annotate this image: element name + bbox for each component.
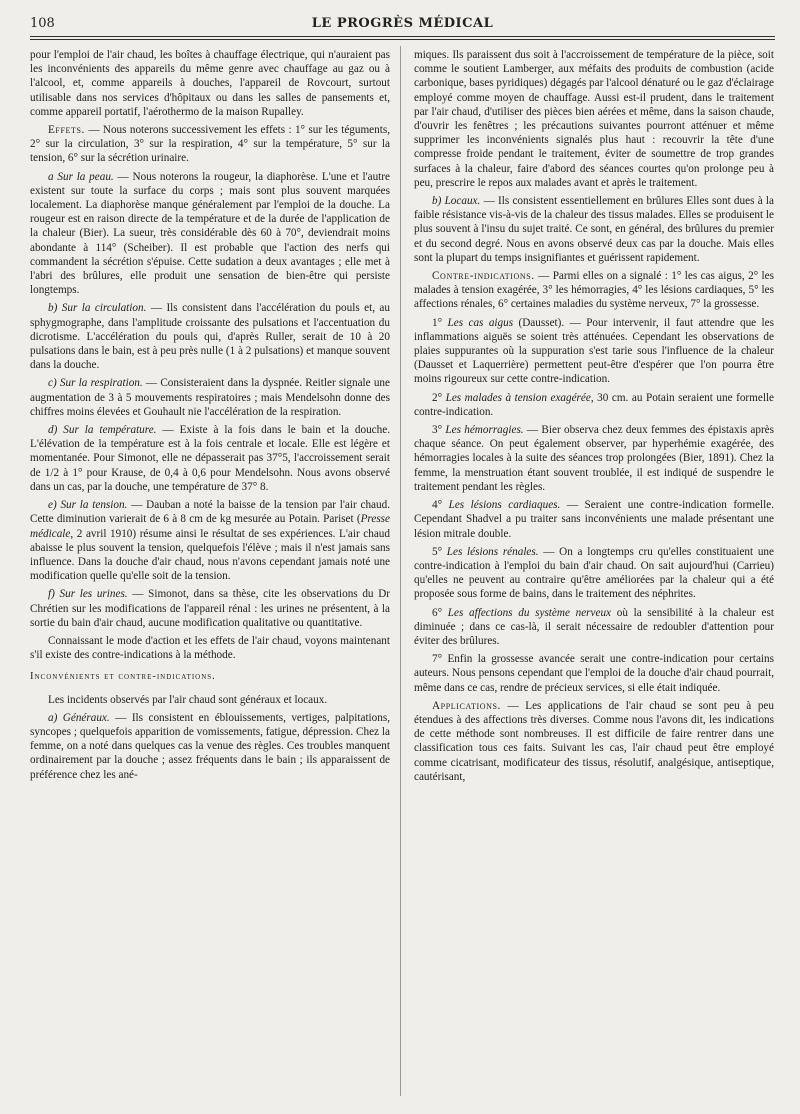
paragraph-text: — Simonot, dans sa thèse, cite les observations du Dr Chrétien sur les modifications de l'appareil rénal : les urines ne présentent, à la sortie du bain d'air chaud, aucune modification qualitative ou quantitative. <box>30 588 390 629</box>
paragraph-locaux <box>414 194 774 265</box>
paragraph-text: — Nous noterons la rougeur, la diaphorèse. L'une et l'autre existent sur toute la surface du corps ; mais sont plus souvent marquées localement. La diaphorèse manque généralement par l'emploi de la douche. La rougeur est en raison directe de la température et de la durée de l'application de la chaleur (Bier). La sueur, très considérable dès 60 à 70°, deviendrait moins abondante à 114° (Scheiber). Il est probable que l'action des nerfs qui commandent la sécrétion s'épuise. Cette sudation a deux avantages ; elle met à l'abri des brûlures, elle produit une sensation de bien-être qui persiste longtemps. <box>30 170 390 297</box>
paragraph: Les incidents observés par l'air chaud sont généraux et locaux. <box>48 693 328 706</box>
header-rule-secondary <box>30 39 775 40</box>
paragraph-lesions-renales <box>414 545 774 602</box>
subsection-label: a Sur la peau. <box>48 170 114 183</box>
section-heading: Inconvénients et contre-indications. <box>30 671 216 683</box>
item-number: 6° <box>432 606 448 619</box>
paragraph: pour l'emploi de l'air chaud, les boîtes à chauffage électrique, qui n'auraient pas les inconvénients des appareils du même genre avec chauffage au gaz ou à l'alcool, et, comme appareils à douches, l'appareil de Rovcourt, surtout utilisable dans nos services d'hôpitaux ou dans les salles de pansements et, comme appareil portatif, l'aérothermo de la maison Rupalley. <box>30 49 390 118</box>
subsection-label: b) Sur la circulation. <box>48 302 147 315</box>
subsection-label: a) Généraux. <box>48 711 110 724</box>
paragraph-text: , 30 cm. au Potain seraient une formelle contre-indication. <box>414 391 774 418</box>
column-divider <box>400 46 401 1096</box>
section-label: Applications. <box>432 699 501 712</box>
running-title: LE PROGRÈS MÉDICAL <box>311 16 494 31</box>
subsection-label: Les cas aigus <box>447 316 514 329</box>
paragraph-text: — Consisteraient dans la dyspnée. Reitler signale une augmentation de 3 à 5 mouvements respiratoires ; mais Mendelsohn donne des chiffres moins élevées et Gouhault nie l'accélération de la respiration. <box>30 377 390 418</box>
paragraph-text: — Parmi elles on a signalé : 1° les cas aigus, 2° les malades à tension exagérée, 3° les hémorragies, 4° les lésions cardiaques, 5° les affections rénales, 6° certaines maladies du système nerveux, 7° la grossesse. <box>414 270 774 311</box>
paragraph-contre-indications <box>414 269 774 312</box>
paragraph-respiration <box>30 376 390 419</box>
page-number: 108 <box>30 16 55 31</box>
paragraph-applications <box>414 699 774 784</box>
item-number: 3° <box>432 424 446 437</box>
subsection-label: f) Sur les urines. <box>48 588 128 601</box>
paragraph-text: où la sensibilité à la chaleur est diminuée ; dans ce cas-là, il serait nécessaire de redoubler d'attention pour éviter des brûlures. <box>414 606 774 647</box>
paragraph-generaux <box>30 711 390 782</box>
subsection-label: b) Locaux. <box>432 195 481 208</box>
left-column <box>30 48 390 786</box>
subsection-label: Les hémorragies. <box>445 424 524 437</box>
page-header <box>30 14 775 36</box>
paragraph-hemorragies <box>414 423 774 494</box>
item-number: 2° <box>432 391 446 404</box>
subsection-label: e) Sur la tension. <box>48 499 128 512</box>
paragraph-systeme-nerveux <box>414 606 774 649</box>
item-number: 5° <box>432 545 447 558</box>
paragraph-text: — Ils consistent dans l'accélération du pouls et, au sphygmographe, dans l'amplitude croissante des pulsations et l'accentuation du dicrotisme. L'accélération du pouls qui, d'après Ruller, serait de 10 à 20 pulsations dans le bain, est à peu près nulle (1 à 2 pulsations) et manque souvent dans la douche. <box>30 302 390 372</box>
paragraph: Connaissant le mode d'action et les effets de l'air chaud, voyons maintenant s'il existe des contre-indications à la méthode. <box>30 634 390 662</box>
item-number: 4° <box>432 499 449 512</box>
paragraph-text: — Bier observa chez deux femmes des épistaxis après chaque séance. On peut également observer, par hyperhémie exagérée, des hémorragies locales à la suite des séances trop prolongées (Bier, 1891). Chez la femme, la menstruation étant souvent troublée, il est indiqué de suspendre le traitement pendant les règles. <box>414 424 774 493</box>
paragraph-effets <box>30 123 390 166</box>
paragraph-peau <box>30 170 390 298</box>
item-number: 1° <box>432 316 448 329</box>
paragraph-text: — Existe à la fois dans le bain et la douche. L'élévation de la température est à la fois centrale et locale. Elle est légère et momentanée. Pour Simonot, elle ne dépasserait pas 37°5, l'accroissement serait de 1/2 à 1° pour Krause, de 0,4 à 0,6 pour Mendelsohn. Nous avons observé dans un cas, par la douche, une température de 37° 8. <box>30 424 390 493</box>
paragraph-grossesse: 7° Enfin la grossesse avancée serait une contre-indication pour certains auteurs. Nous pensons cependant que l'emploi de la douche d'air chaud pourrait, même dans ce cas, rendre de précieux services, si elle était indiquée. <box>414 653 774 694</box>
paragraph-text: — Ils consistent en éblouissements, vertiges, palpitations, syncopes ; quelquefois apparition de vomissements, fatigue, dépression. Chez la femme, on a noté dans quelques cas la venue des règles. Ces troubles manquent ordinairement par la douche ; assez fréquents dans le bain ; ils apparaissent de préférence chez les ané- <box>30 711 391 781</box>
subsection-label: Les affections du système nerveux <box>447 606 612 619</box>
paragraph-text: — Nous noterons successivement les effets : 1° sur les téguments, 2° sur la circulation, 3° sur la respiration, 4° sur la température, 5° sur la tension, 6° sur la sécrétion urinaire. <box>30 124 390 165</box>
section-label: Contre-indications. <box>432 270 535 283</box>
paragraph-temperature <box>30 423 390 494</box>
paragraph-cas-aigus <box>414 316 774 387</box>
header-rule <box>30 36 775 37</box>
paragraph-text: — Les applications de l'air chaud se sont peu à peu étendues à des affections très diverses. Comme nous l'avons dit, les indications de cette méthode sont nombreuses. Il est difficile de faire rentrer dans une classification tous ces faits. Suivant les cas, l'air chaud peut être employé comme cicatrisant, modificateur des tissus, résolutif, analgésique, antiseptique, cautérisant, <box>414 699 774 783</box>
paragraph-tension-exageree <box>414 391 774 419</box>
subsection-label: d) Sur la température. <box>48 424 157 437</box>
paragraph-tension <box>30 498 390 583</box>
right-column <box>414 48 774 788</box>
paragraph: miques. Ils paraissent dus soit à l'accroissement de température de la pièce, soit comme le soutient Lamberger, aux méfaits des produits de combustion (acide carbonique, bases pyridiques) dégagés par l'alcool dénaturé ou le gaz d'éclairage employé comme moyen de chauffage. Aussi est-il prudent, dans le traitement par l'air chaud, d'utiliser des pièces bien aérées et même, dans la saison chaude, d'ouvrir les fenêtres ; les précautions suivantes pourront atténuer et même supprimer les inconvénients signalés plus haut : recouvrir la tête d'une compresse froide pendant le traitement, éviter de soumettre de trop grandes surfaces à la chaleur, faire d'abord des séances courtes qu'on prolonge peu à peu, prescrire le repos aux malades avant et après le traitement. <box>414 49 774 189</box>
paragraph-text: — Seraient une contre-indication formelle. Cependant Shadvel a pu traiter sans inconvénients une malade présentant une lésion mitrale double. <box>414 499 775 540</box>
subsection-label: Les malades à tension exagérée <box>445 391 591 404</box>
paragraph-text: (Dausset). — Pour intervenir, il faut attendre que les inflammations aiguës se soient très atténuées. Cependant les observations de plaies suppurantes où la suppuration s'est tarie sous l'influence de la chaleur (Dausset et Laquerrière) permettent peut-être d'espérer que l'on pourra être moins rigoureux sur cette contre-indication. <box>414 316 774 386</box>
paragraph-urines <box>30 587 390 630</box>
paragraph-lesions-cardiaques <box>414 498 774 541</box>
journal-title: Presse médicale <box>30 513 390 540</box>
paragraph-text: — Dauban a noté la baisse de la tension par l'air chaud. Cette diminution varierait de 6 à 8 cm de kg mesurée au Potain. Pariset ( <box>30 499 390 526</box>
paragraph-text: — On a longtemps cru qu'elles constituaient une contre-indication à l'emploi du bain d'air chaud. On sait aujourd'hui (Carrieu) qu'elles ne peuvent au contraire qu'être améliorées par la chaleur qui a été proposée sous forme de bains, dans le traitement des néphrites. <box>414 545 774 601</box>
subsection-label: Les lésions rénales. <box>446 545 539 558</box>
section-label: Effets. <box>48 124 85 137</box>
paragraph-text: , 2 avril 1910) résume ainsi le résultat de ses expériences. L'air chaud abaisse le plus souvent la tension, quelquefois l'élève ; mais il n'est jamais sans influence. Dans la douche d'air chaud, nous n'avons cependant jamais noté une modification quelle qu'elle soit de la tension. <box>30 527 390 583</box>
subsection-label: c) Sur la respiration. <box>48 377 143 390</box>
subsection-label: Les lésions cardiaques. <box>448 499 561 512</box>
paragraph-circulation <box>30 301 390 372</box>
paragraph-text: — Ils consistent essentiellement en brûlures Elles sont dues à la faible résistance vis-à-vis de la chaleur des tissus malades. Elles se produisent le plus souvent à l'insu du sujet traité. Ce sont, en général, des brûlures du premier et du second degré. Nous en avons observé deux cas par la douche. Mais elles sont la plupart du temps insignifiantes et guérissent rapidement. <box>414 195 774 264</box>
